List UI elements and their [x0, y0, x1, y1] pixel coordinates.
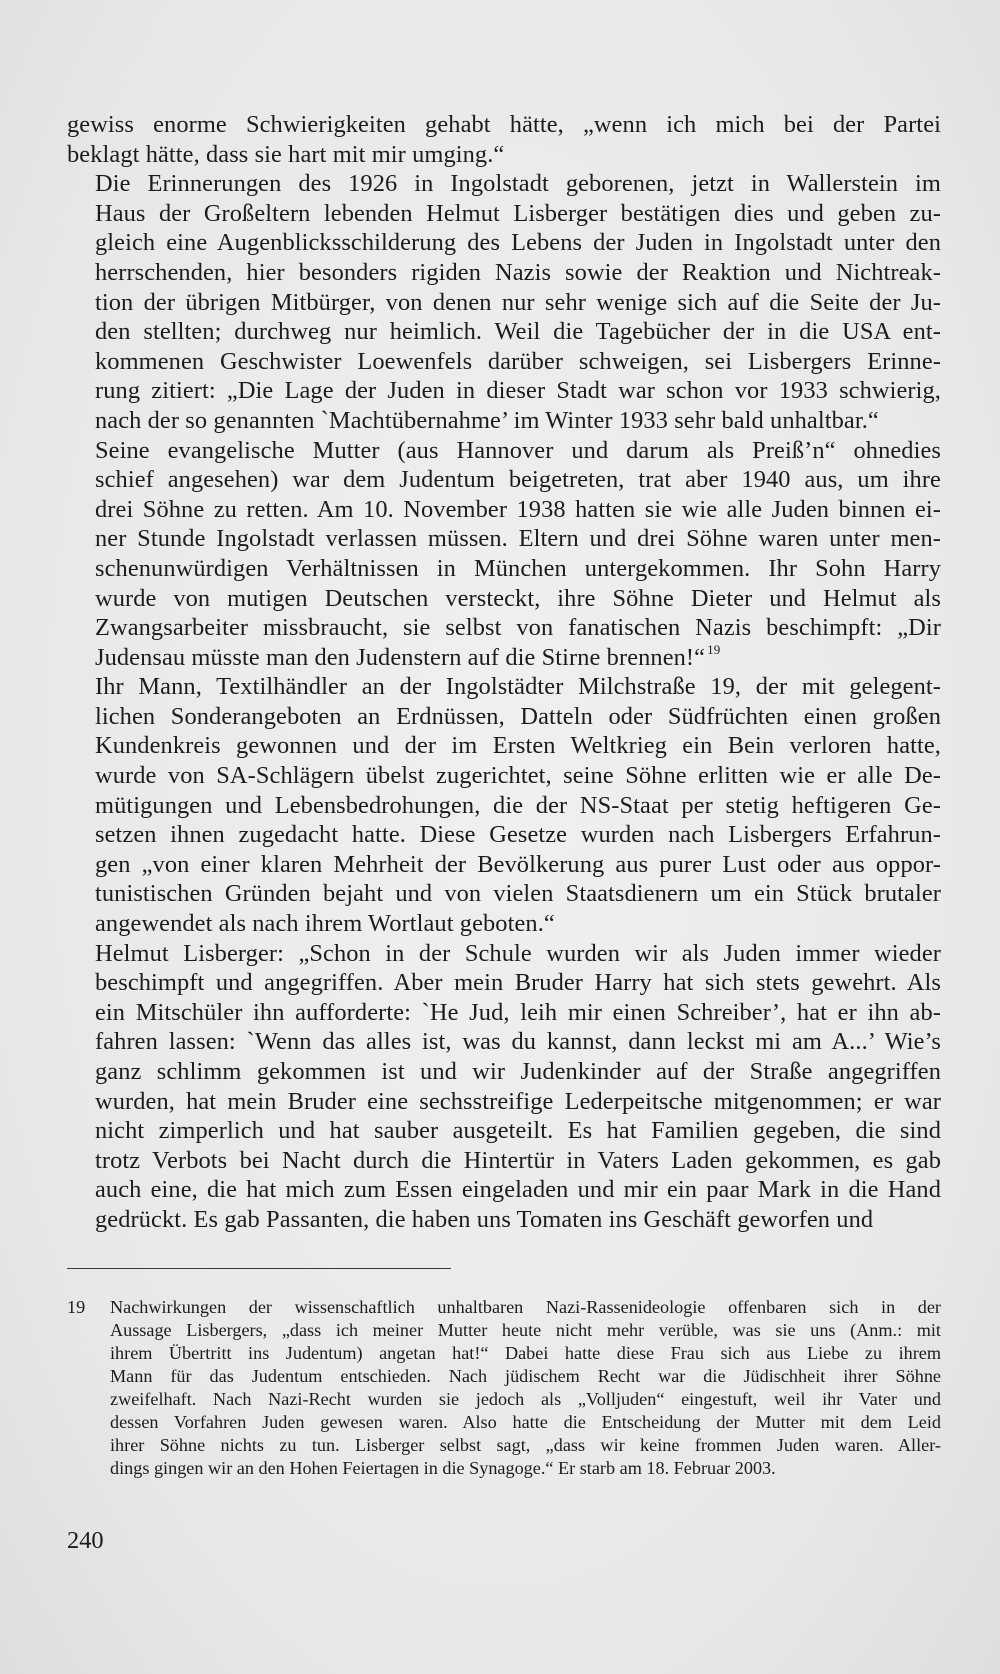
text-line: kommenen Geschwister Loewenfels darüber schweigen, sei Lisbergers Erinne-	[95, 347, 941, 375]
text-line: drei Söhne zu retten. Am 10. November 1938 hatten sie wie alle Juden binnen ei-	[95, 495, 941, 523]
text-line: wurde von mutigen Deutschen versteckt, ihre Söhne Dieter und Helmut als	[95, 584, 941, 612]
footnote-text	[110, 1296, 941, 1480]
text-line: nach der so genannten `Machtübernahme’ im Winter 1933 sehr bald unhaltbar.“	[95, 406, 879, 434]
text-line: tion der übrigen Mitbürger, von denen nur sehr wenige sich auf die Seite der Ju-	[95, 288, 941, 316]
footnote-line: Nachwirkungen der wissenschaftlich unhaltbaren Nazi-Rassenideologie offenbaren sich in der	[110, 1297, 941, 1317]
text-line: herrschenden, hier besonders rigiden Nazis sowie der Reaktion und Nichtreak-	[95, 258, 941, 286]
text-line: Ihr Mann, Textilhändler an der Ingolstädter Milchstraße 19, der mit gelegent-	[95, 673, 941, 701]
text-line: setzen ihnen zugedacht hatte. Diese Gesetze wurden nach Lisbergers Erfahrun-	[95, 821, 941, 849]
footnote-line: Aussage Lisbergers, „dass ich meiner Mutter heute nicht mehr verüble, was sie uns (Anm.: mit	[110, 1320, 941, 1340]
text-line: Seine evangelische Mutter (aus Hannover und darum als Preiß’n“ ohnedies	[95, 436, 941, 464]
text-line: Kundenkreis gewonnen und der im Ersten Weltkrieg ein Bein verloren hatte,	[95, 732, 941, 760]
footnote-line: dessen Vorfahren Juden gewesen waren. Also hatte die Entscheidung der Mutter mit dem Leid	[110, 1412, 941, 1432]
text-line: lichen Sonderangeboten an Erdnüssen, Datteln oder Südfrüchten einen großen	[95, 702, 941, 730]
text-line: fahren lassen: `Wenn das alles ist, was du kannst, dann leckst mi am A...’ Wie’s	[95, 1028, 941, 1056]
text-line: ner Stunde Ingolstadt verlassen müssen. Eltern und drei Söhne waren unter men-	[95, 525, 941, 553]
paragraph	[67, 436, 941, 673]
text-line: angewendet als nach ihrem Wortlaut geboten.“	[95, 910, 555, 938]
text-line: nicht zimperlich und hat sauber ausgeteilt. Es hat Familien gegeben, die sind	[95, 1117, 941, 1145]
footnote-line: zweifelhaft. Nach Nazi-Recht wurden sie jedoch als „Volljuden“ eingestuft, weil ihr Vater und	[110, 1389, 941, 1409]
text-line: den stellten; durchweg nur heimlich. Weil die Tagebücher der in die USA ent-	[95, 318, 941, 346]
text-line: beschimpft und angegriffen. Aber mein Bruder Harry hat sich stets gewehrt. Als	[95, 969, 941, 997]
text-line: wurde von SA-Schlägern übelst zugerichtet, seine Söhne erlitten wie er alle De-	[95, 762, 941, 790]
paragraph	[67, 939, 941, 1235]
text-line: gewiss enorme Schwierigkeiten gehabt hätte, „wenn ich mich bei der Partei	[67, 111, 941, 138]
footnote-line: Mann für das Judentum entschieden. Nach jüdischem Recht war die Jüdischheit ihrer Söhne	[110, 1366, 941, 1386]
text-line: Helmut Lisberger: „Schon in der Schule wurden wir als Juden immer wieder	[95, 939, 941, 967]
text-line: gen „von einer klaren Mehrheit der Bevölkerung aus purer Lust oder aus oppor-	[95, 850, 941, 878]
text-line: wurden, hat mein Bruder eine sechsstreifige Lederpeitsche mitgenommen; er war	[95, 1087, 941, 1115]
paragraph	[67, 169, 941, 435]
text-line: Zwangsarbeiter missbraucht, sie selbst von fanatischen Nazis beschimpft: „Dir	[95, 614, 941, 642]
text-line: mütigungen und Lebensbedrohungen, die der NS-Staat per stetig heftigeren Ge-	[95, 791, 941, 819]
text-line: schenunwürdigen Verhältnissen in München untergekommen. Ihr Sohn Harry	[95, 554, 941, 582]
text-line: ein Mitschüler ihn aufforderte: `He Jud, leih mir einen Schreiber’, hat er ihn ab-	[95, 998, 941, 1026]
footnote-line: ihrer Söhne nichts zu tun. Lisberger selbst sagt, „dass wir keine frommen Juden waren. Aller-	[110, 1435, 941, 1455]
footnote-19	[67, 1296, 941, 1480]
text-line: ganz schlimm gekommen ist und wir Judenkinder auf der Straße angegriffen	[95, 1058, 941, 1085]
footnote-number: 19	[67, 1297, 86, 1317]
footnote-separator	[67, 1268, 451, 1269]
footnote-line: ihrem Übertritt ins Judentum) angetan hat!“ Dabei hatte diese Frau sich aus Liebe zu ihrem	[110, 1343, 941, 1363]
text-line: auch eine, die hat mich zum Essen eingeladen und mir ein paar Mark in die Hand	[95, 1176, 941, 1204]
body-text	[67, 110, 941, 1235]
page-number: 240	[67, 1527, 104, 1554]
text-line: gleich eine Augenblicksschilderung des Lebens der Juden in Ingolstadt unter den	[95, 229, 941, 257]
text-line: beklagt hätte, dass sie hart mit mir umging.“	[67, 140, 505, 168]
footnote-reference: 19	[707, 641, 721, 657]
footnote-line: dings gingen wir an den Hohen Feiertagen in die Synagoge.“ Er starb am 18. Februar 2003.	[110, 1458, 776, 1478]
paragraph	[67, 110, 941, 169]
text-line: rung zitiert: „Die Lage der Juden in dieser Stadt war schon vor 1933 schwierig,	[95, 377, 941, 405]
text-line: trotz Verbots bei Nacht durch die Hintertür in Vaters Laden gekommen, es gab	[95, 1146, 941, 1174]
paragraph	[67, 672, 941, 938]
text-line: gedrückt. Es gab Passanten, die haben uns Tomaten ins Geschäft geworfen und	[95, 1205, 874, 1233]
text-line: Haus der Großeltern lebenden Helmut Lisberger bestätigen dies und geben zu-	[95, 199, 941, 227]
text-line: Die Erinnerungen des 1926 in Ingolstadt geborenen, jetzt in Wallerstein im	[95, 170, 941, 198]
text-line: schief angesehen) war dem Judentum beigetreten, trat aber 1940 aus, um ihre	[95, 466, 941, 494]
text-line: Judensau müsste man den Judenstern auf die Stirne brennen!“ $^{19}$	[95, 641, 721, 671]
text-line: tunistischen Gründen bejaht und von vielen Staatsdienern um ein Stück brutaler	[95, 880, 941, 908]
